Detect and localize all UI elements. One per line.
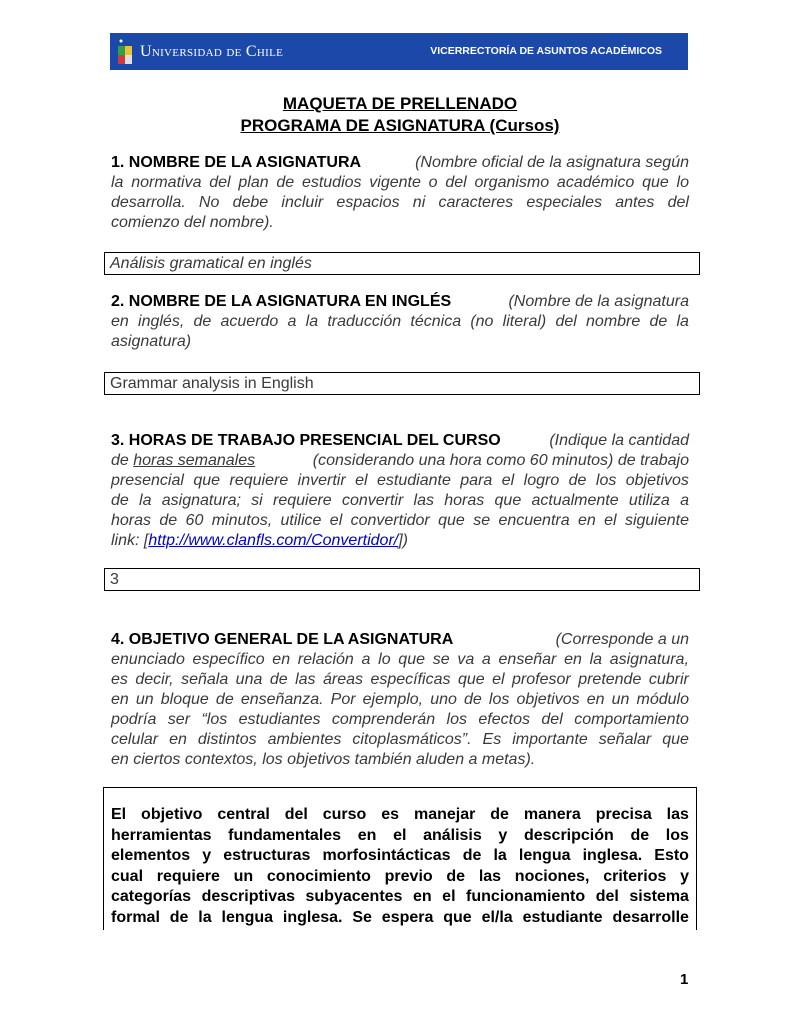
section-4: 4. OBJETIVO GENERAL DE LA ASIGNATURA (Corresponde a un enunciado específico en relación a lo que se va a enseñar en la asignatura, es decir, señala una de las áreas específicas que el profesor pretende cubrir en un bloque de enseñanza. Por ejemplo, uno de los objetivos en un módulo podría ser “los estudiantes comprenderán los efectos del comportamiento celular en distintos ambientes citoplasmáticos”. Es importante señalar que en ciertos contextos, los objetivos también aluden a metas).	[111, 631, 689, 768]
university-name: Universidad de Chile	[140, 43, 284, 60]
doc-title-line2: PROGRAMA DE ASIGNATURA (Cursos)	[240, 116, 560, 135]
office-name: VICERRECTORÍA DE ASUNTOS ACADÉMICOS	[430, 45, 662, 57]
section-heading: 1. NOMBRE DE LA ASIGNATURA	[111, 154, 362, 171]
header-banner	[110, 33, 688, 70]
section-1: 1. NOMBRE DE LA ASIGNATURA (Nombre oficial de la asignatura según la normativa del plan de estudios vigente o del organismo académico que lo desarrolla. No debe incluir espacios ni caracteres especiales antes del comienzo del nombre).	[111, 154, 689, 231]
hours-field[interactable]: 3	[104, 568, 700, 591]
doc-title-line1: MAQUETA DE PRELLENADO	[282, 94, 518, 113]
section-3: 3. HORAS DE TRABAJO PRESENCIAL DEL CURSO (Indique la cantidad de horas semanales (considerando una hora como 60 minutos) de trabajo presencial que requiere invertir el estudiante para el logro de los objetivos de la asignatura; si requiere convertir las horas que actualmente utiliza a horas de 60 minutos, utilice el convertidor que se encuentra en el siguiente link: [ http://www.clanfls.com/Convertidor/ ])	[111, 432, 689, 549]
course-name-field[interactable]: Análisis gramatical en inglés	[104, 252, 700, 275]
page-number: 1	[680, 971, 689, 988]
university-crest-icon	[118, 38, 132, 66]
converter-link[interactable]: http://www.clanfls.com/Convertidor/	[148, 532, 399, 549]
english-name-field[interactable]: Grammar analysis in English	[104, 372, 700, 395]
objective-text: El objetivo central del curso es manejar de manera precisa las herramientas fundamentales en el análisis y descripción de los elementos y estructuras morfosintácticas de la lengua inglesa. Esto cual requiere un conocimiento previo de las nociones, criterios y categorías descriptivas subyacentes en el funcionamiento del sistema formal de la lengua inglesa. Se espera que el/la estudiante desarrolle	[111, 806, 689, 926]
section-2: 2. NOMBRE DE LA ASIGNATURA EN INGLÉS (Nombre de la asignatura en inglés, de acuerdo a la traducción técnica (no literal) del nombre de la asignatura)	[111, 293, 689, 350]
weekly-hours-underlined: horas semanales	[133, 452, 256, 469]
